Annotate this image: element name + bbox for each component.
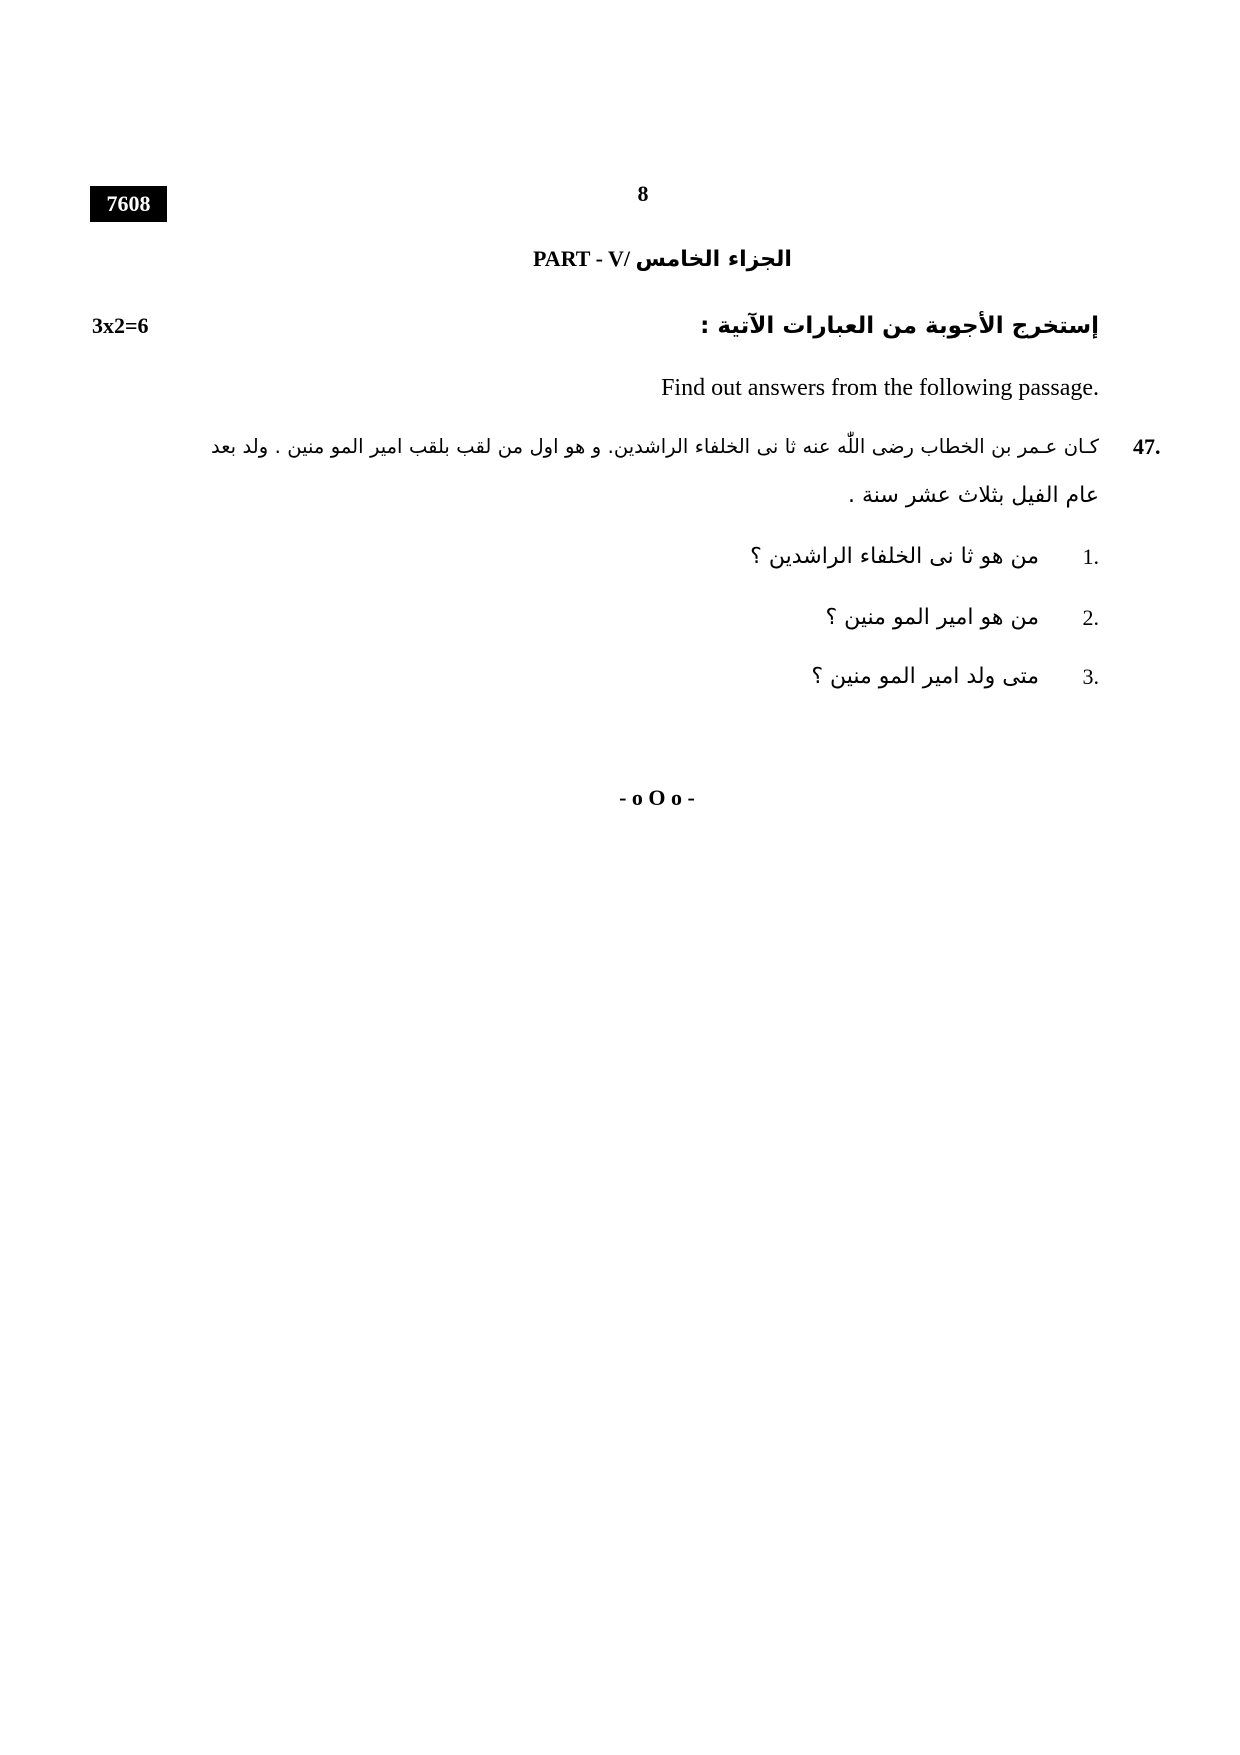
sub-question-1-number: 1. xyxy=(1082,544,1099,569)
section-title-ar: الجزاء الخامس xyxy=(635,247,792,272)
sub-question-1-text: من هو ثا نى الخلفاء الراشدين ؟ xyxy=(750,544,1039,569)
section-title xyxy=(533,245,792,274)
sub-question-3-text: متى ولد امير المو منين ؟ xyxy=(811,664,1039,689)
passage-line-1: كـان عـمر بن الخطاب رضى اللّٰه عنه ثا نى الخلفاء الراشدين. و هو اول من لقب بلقب امير المو منين . ولد بعد xyxy=(211,435,1099,458)
sub-question-3-number: 3. xyxy=(1082,664,1099,689)
passage-line-2: عام الفيل بثلاث عشر سنة . xyxy=(847,483,1099,508)
paper-code-badge xyxy=(90,186,167,222)
section-title-separator: / xyxy=(623,246,631,271)
instruction-heading-english: Find out answers from the following passage. xyxy=(661,375,1099,401)
marks-allocation: 3x2=6 xyxy=(92,313,149,338)
question-number: 47. xyxy=(1133,434,1161,459)
instruction-heading-arabic: إستخرج الأجوبة من العبارات الآتية : xyxy=(700,313,1099,339)
page-number: 8 xyxy=(637,181,649,206)
section-title-en: PART - V xyxy=(533,246,624,271)
sub-question-2-number: 2. xyxy=(1082,605,1099,630)
paper-code: 7608 xyxy=(106,191,151,216)
end-of-paper-mark: - o O o - xyxy=(619,785,695,810)
sub-question-2-text: من هو امير المو منين ؟ xyxy=(825,605,1039,630)
